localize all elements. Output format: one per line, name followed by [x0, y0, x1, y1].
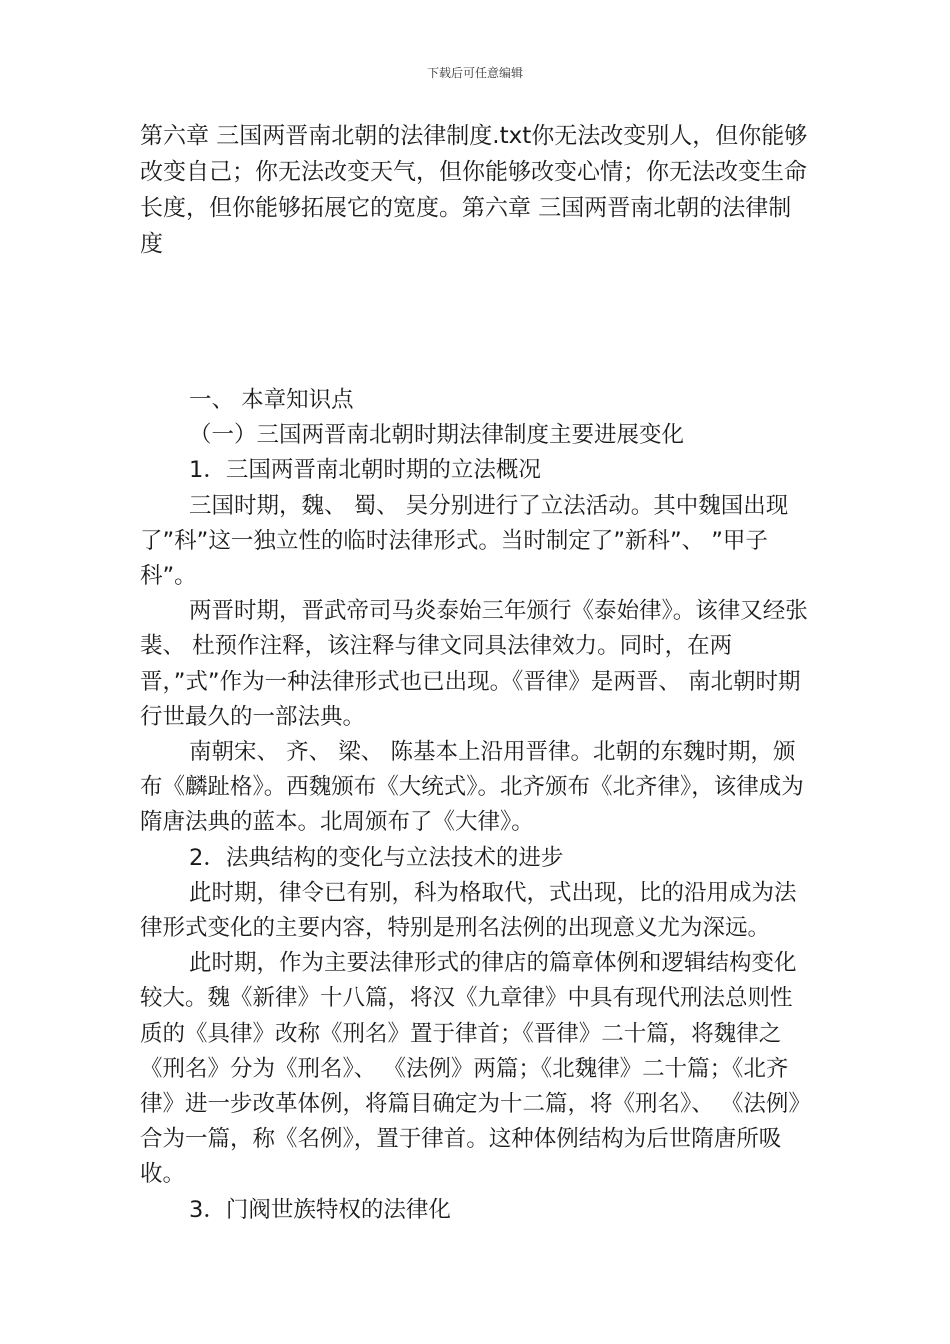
body-paragraph: 南朝宋、 齐、 梁、 陈基本上沿用晋律。北朝的东魏时期，颁布《麟趾格》。西魏颁布《大统式》。北齐颁布《北齐律》，该律成为隋唐法典的蓝本。北周颁布了《大律》。: [140, 739, 804, 836]
body-paragraph: 两晋时期，晋武帝司马炎泰始三年颁行《泰始律》。该律又经张裴、 杜预作注释，该注释与律文同具法律效力。同时，在两晋，”式”作为一种法律形式也已出现。《晋律》是两晋、 南北朝时期行世最久的一部法典。: [140, 598, 808, 730]
document-body: [140, 383, 812, 1228]
item-heading-2: 2．法典结构的变化与立法技术的进步: [189, 844, 564, 871]
item-heading-1: 1．三国两晋南北朝时期的立法概况: [189, 457, 541, 484]
item-heading-3: 3．门阀世族特权的法律化: [189, 1196, 451, 1223]
page-header-note: 下载后可任意编辑: [426, 66, 523, 80]
subsection-heading: （一）三国两晋南北朝时期法律制度主要进展变化: [189, 422, 685, 449]
body-paragraph: 此时期，作为主要法律形式的律店的篇章体例和逻辑结构变化较大。魏《新律》十八篇，将汉《九章律》中具有现代刑法总则性质的《具律》改称《刑名》置于律首；《晋律》二十篇，将魏律之《刑名》分为《刑名》、 《法例》两篇；《北魏律》二十篇；《北齐律》进一步改革体例，将篇目确定为十二篇，将《刑名》、 《法例》合为一篇，称《名例》，置于律首。这种体例结构为后世隋唐所吸收。: [140, 950, 811, 1188]
intro-paragraph: 第六章 三国两晋南北朝的法律制度.txt你无法改变别人，但你能够改变自己；你无法改变天气，但你能够改变心情；你无法改变生命长度，但你能够拓展它的宽度。第六章 三国两晋南北朝的法律制度: [140, 123, 808, 257]
section-heading: 一、 本章知识点: [189, 387, 354, 413]
body-paragraph: 此时期，律令已有别，科为格取代，式出现，比的沿用成为法律形式变化的主要内容，特别是刑名法例的出现意义尤为深远。: [140, 879, 797, 942]
body-paragraph: 三国时期，魏、 蜀、 吴分别进行了立法活动。其中魏国出现了”科”这一独立性的临时法律形式。当时制定了”新科”、 ”甲子科”。: [140, 492, 789, 590]
